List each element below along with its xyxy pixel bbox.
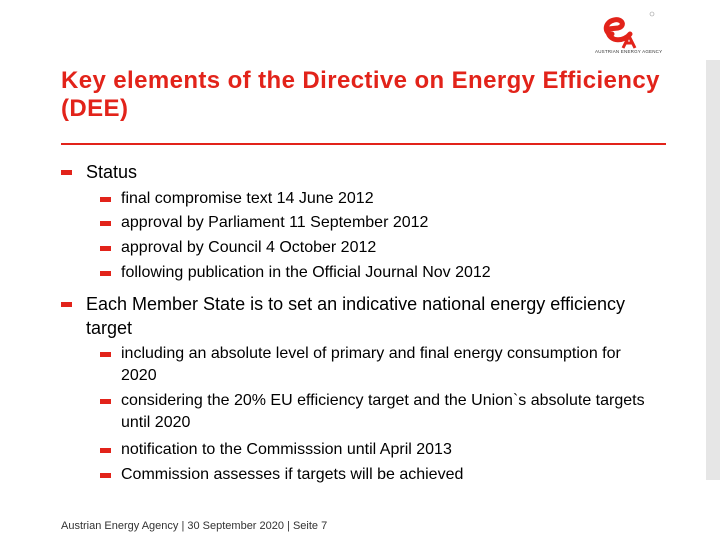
logo-caption: AUSTRIAN ENERGY AGENCY [595, 49, 663, 54]
sub-bullet-text: following publication in the Official Journal Nov 2012 [121, 264, 491, 281]
bullet-text: Status [86, 162, 138, 182]
title-divider [61, 143, 666, 145]
bullet-icon [100, 197, 111, 202]
bullet-icon [100, 399, 111, 404]
bullet-icon [61, 170, 72, 175]
right-scroll-bar [706, 60, 720, 480]
bullet-text: Each Member State is to set an indicative national energy efficiency target [86, 294, 625, 338]
sub-bullet-text: Commission assesses if targets will be achieved [121, 466, 464, 483]
sub-bullet-text: considering the 20% EU efficiency target and the Union`s absolute targets until 2020 [121, 392, 645, 431]
bullet-icon [100, 246, 111, 251]
bullet-icon [100, 448, 111, 453]
sub-bullet-text: including an absolute level of primary and final energy consumption for 2020 [121, 345, 621, 384]
sub-bullet-text: approval by Council 4 October 2012 [121, 239, 377, 256]
sub-bullet-text: notification to the Commisssion until April 2013 [121, 441, 452, 458]
bullet-icon [100, 221, 111, 226]
sub-bullet-text: final compromise text 14 June 2012 [121, 190, 374, 207]
slide-title: Key elements of the Directive on Energy Efficiency (DEE) [61, 67, 660, 122]
bullet-icon [100, 352, 111, 357]
sub-bullet-text: approval by Parliament 11 September 2012 [121, 214, 429, 231]
slide-footer: Austrian Energy Agency | 30 September 2020 | Seite 7 [61, 520, 328, 532]
bullet-icon [100, 473, 111, 478]
bullet-icon [100, 271, 111, 276]
bullet-icon [61, 302, 72, 307]
